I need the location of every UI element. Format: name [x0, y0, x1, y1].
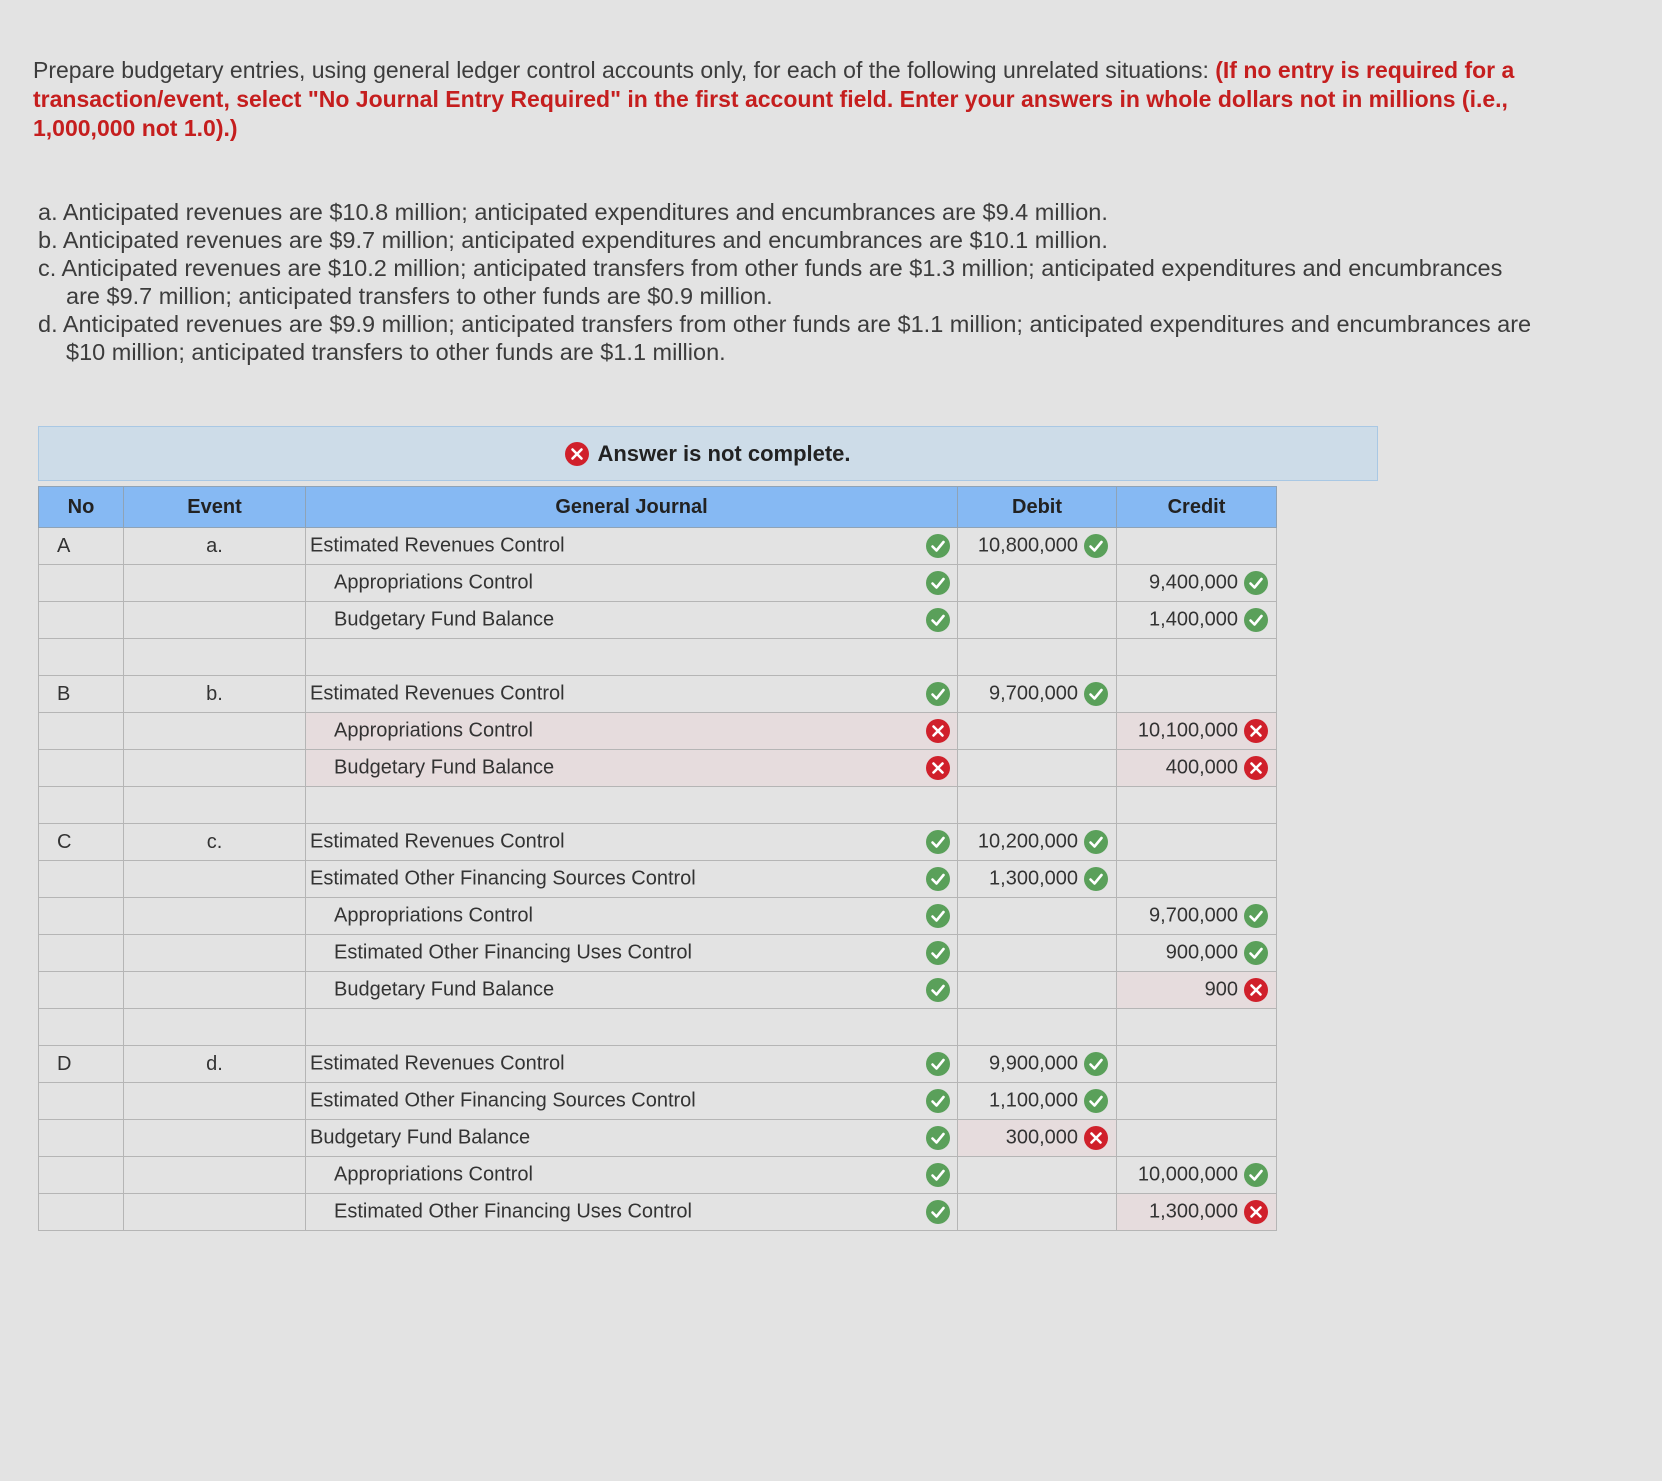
row-no: [39, 861, 124, 898]
row-event: [124, 861, 306, 898]
debit-input[interactable]: [958, 1120, 1117, 1157]
check-circle-icon: [926, 682, 950, 706]
account-name: Appropriations Control: [334, 571, 533, 594]
debit-input[interactable]: [958, 565, 1117, 602]
credit-input[interactable]: [1117, 713, 1277, 750]
row-event: [124, 639, 306, 676]
check-circle-icon: [1244, 904, 1268, 928]
check-circle-icon: [1244, 608, 1268, 632]
debit-input[interactable]: [958, 713, 1117, 750]
check-circle-icon: [926, 978, 950, 1002]
credit-input[interactable]: [1117, 1157, 1277, 1194]
debit-input[interactable]: [958, 898, 1117, 935]
x-circle-icon: [1244, 1200, 1268, 1224]
debit-input[interactable]: [958, 750, 1117, 787]
account-select[interactable]: [306, 565, 958, 602]
account-select[interactable]: [306, 824, 958, 861]
credit-input[interactable]: [1117, 565, 1277, 602]
debit-input[interactable]: [958, 639, 1117, 676]
table-row: [39, 1120, 1277, 1157]
credit-input[interactable]: [1117, 824, 1277, 861]
table-row: [39, 1157, 1277, 1194]
credit-input[interactable]: [1117, 639, 1277, 676]
row-no: [39, 787, 124, 824]
debit-value: 10,200,000: [977, 830, 1078, 853]
account-select[interactable]: [306, 972, 958, 1009]
account-name: Estimated Other Financing Uses Control: [334, 1200, 692, 1223]
situation-d: d. Anticipated revenues are $9.9 million; anticipated transfers from other funds are $1.1 million; anticipated expenditures and encumbrances are $10 million; anticipated transfers to other funds are $1.1 million.: [38, 311, 1532, 365]
account-select[interactable]: [306, 1194, 958, 1231]
account-name: Appropriations Control: [334, 719, 533, 742]
check-circle-icon: [926, 1200, 950, 1224]
account-select[interactable]: [306, 602, 958, 639]
table-row: [39, 528, 1277, 565]
debit-input[interactable]: [958, 528, 1117, 565]
row-event: [124, 1194, 306, 1231]
credit-value: 9,400,000: [1149, 571, 1238, 594]
credit-input[interactable]: [1117, 676, 1277, 713]
credit-input[interactable]: [1117, 787, 1277, 824]
table-row: [39, 639, 1277, 676]
check-circle-icon: [1084, 1052, 1108, 1076]
credit-value: 10,100,000: [1137, 719, 1238, 742]
table-row: [39, 1194, 1277, 1231]
row-no: [39, 1194, 124, 1231]
debit-input[interactable]: [958, 824, 1117, 861]
row-no: [39, 1083, 124, 1120]
answer-status-text: Answer is not complete.: [597, 440, 851, 466]
row-no: A: [39, 528, 124, 565]
account-select[interactable]: [306, 935, 958, 972]
check-circle-icon: [926, 941, 950, 965]
row-event: [124, 898, 306, 935]
row-no: [39, 898, 124, 935]
journal-body: [39, 528, 1277, 1231]
debit-value: 1,100,000: [989, 1089, 1078, 1112]
debit-value: 300,000: [1005, 1126, 1078, 1149]
credit-input[interactable]: [1117, 972, 1277, 1009]
check-circle-icon: [1084, 682, 1108, 706]
row-no: [39, 935, 124, 972]
debit-value: 10,800,000: [977, 534, 1078, 557]
row-no: [39, 1120, 124, 1157]
account-select[interactable]: [306, 1083, 958, 1120]
check-circle-icon: [926, 1052, 950, 1076]
account-select[interactable]: [306, 898, 958, 935]
row-event: b.: [124, 676, 306, 713]
account-select[interactable]: [306, 1157, 958, 1194]
row-no: [39, 639, 124, 676]
row-no: [39, 565, 124, 602]
row-no: C: [39, 824, 124, 861]
debit-value: 9,700,000: [989, 682, 1078, 705]
header-credit: Credit: [1117, 487, 1277, 528]
credit-input[interactable]: [1117, 898, 1277, 935]
account-select[interactable]: [306, 713, 958, 750]
row-event: [124, 602, 306, 639]
credit-input[interactable]: [1117, 861, 1277, 898]
check-circle-icon: [926, 1126, 950, 1150]
x-circle-icon: [926, 756, 950, 780]
header-event: Event: [124, 487, 306, 528]
row-event: c.: [124, 824, 306, 861]
credit-input[interactable]: [1117, 1046, 1277, 1083]
credit-value: 1,400,000: [1149, 608, 1238, 631]
row-event: [124, 935, 306, 972]
check-circle-icon: [926, 608, 950, 632]
row-event: [124, 1157, 306, 1194]
x-circle-icon: [1244, 719, 1268, 743]
check-circle-icon: [926, 867, 950, 891]
table-row: [39, 1083, 1277, 1120]
credit-value: 900,000: [1165, 941, 1238, 964]
row-no: [39, 972, 124, 1009]
header-no: No: [39, 487, 124, 528]
debit-value: 9,900,000: [989, 1052, 1078, 1075]
debit-input[interactable]: [958, 787, 1117, 824]
credit-value: 400,000: [1165, 756, 1238, 779]
instructions: [33, 56, 1533, 143]
credit-input[interactable]: [1117, 528, 1277, 565]
debit-input[interactable]: [958, 1194, 1117, 1231]
table-row: [39, 713, 1277, 750]
debit-input[interactable]: [958, 602, 1117, 639]
account-name: Estimated Other Financing Sources Control: [310, 867, 696, 890]
credit-input[interactable]: [1117, 1083, 1277, 1120]
table-row: [39, 824, 1277, 861]
account-name: Estimated Revenues Control: [310, 830, 565, 853]
row-no: [39, 713, 124, 750]
account-select[interactable]: [306, 528, 958, 565]
x-circle-icon: [1244, 756, 1268, 780]
debit-input[interactable]: [958, 1083, 1117, 1120]
table-row: [39, 935, 1277, 972]
row-no: [39, 602, 124, 639]
x-circle-icon: [926, 719, 950, 743]
account-name: Estimated Revenues Control: [310, 682, 565, 705]
debit-input[interactable]: [958, 972, 1117, 1009]
account-select[interactable]: [306, 787, 958, 824]
row-event: [124, 565, 306, 602]
account-name: Estimated Revenues Control: [310, 1052, 565, 1075]
row-event: [124, 1120, 306, 1157]
account-select[interactable]: [306, 1009, 958, 1046]
row-event: [124, 972, 306, 1009]
account-select[interactable]: [306, 1120, 958, 1157]
row-event: d.: [124, 1046, 306, 1083]
credit-value: 9,700,000: [1149, 904, 1238, 927]
table-row: [39, 1009, 1277, 1046]
credit-input[interactable]: [1117, 750, 1277, 787]
header-general-journal: General Journal: [306, 487, 958, 528]
table-row: [39, 861, 1277, 898]
debit-input[interactable]: [958, 1046, 1117, 1083]
check-circle-icon: [1084, 534, 1108, 558]
credit-value: 1,300,000: [1149, 1200, 1238, 1223]
debit-input[interactable]: [958, 676, 1117, 713]
row-no: [39, 1009, 124, 1046]
instructions-text: Prepare budgetary entries, using general ledger control accounts only, for each of the following unrelated situations:: [33, 57, 1216, 83]
account-name: Estimated Other Financing Sources Control: [310, 1089, 696, 1112]
account-select[interactable]: [306, 1046, 958, 1083]
table-row: [39, 972, 1277, 1009]
situation-b: b. Anticipated revenues are $9.7 million; anticipated expenditures and encumbrances are $10.1 million.: [38, 227, 1108, 253]
debit-input[interactable]: [958, 861, 1117, 898]
header-debit: Debit: [958, 487, 1117, 528]
account-name: Budgetary Fund Balance: [334, 978, 555, 1001]
credit-input[interactable]: [1117, 1120, 1277, 1157]
credit-value: 900: [1204, 978, 1238, 1001]
debit-input[interactable]: [958, 1009, 1117, 1046]
credit-value: 10,000,000: [1137, 1163, 1238, 1186]
account-name: Estimated Other Financing Uses Control: [334, 941, 692, 964]
x-circle-icon: [1084, 1126, 1108, 1150]
situation-a: a. Anticipated revenues are $10.8 million; anticipated expenditures and encumbrances are $9.4 million.: [38, 199, 1108, 225]
table-row: [39, 565, 1277, 602]
check-circle-icon: [1084, 1089, 1108, 1113]
account-select[interactable]: [306, 639, 958, 676]
check-circle-icon: [926, 1163, 950, 1187]
row-event: a.: [124, 528, 306, 565]
table-header-row: [39, 487, 1277, 528]
account-select[interactable]: [306, 676, 958, 713]
check-circle-icon: [926, 571, 950, 595]
credit-input[interactable]: [1117, 935, 1277, 972]
row-no: D: [39, 1046, 124, 1083]
debit-input[interactable]: [958, 935, 1117, 972]
situation-c: c. Anticipated revenues are $10.2 million; anticipated transfers from other funds are $1.3 million; anticipated expenditures and encumbrances are $9.7 million; anticipated transfers to other funds are $0.9 million.: [38, 255, 1503, 309]
check-circle-icon: [926, 534, 950, 558]
account-select[interactable]: [306, 861, 958, 898]
check-circle-icon: [926, 830, 950, 854]
debit-value: 1,300,000: [989, 867, 1078, 890]
check-circle-icon: [1244, 571, 1268, 595]
credit-input[interactable]: [1117, 1009, 1277, 1046]
account-name: Budgetary Fund Balance: [334, 756, 555, 779]
table-row: [39, 602, 1277, 639]
debit-input[interactable]: [958, 1157, 1117, 1194]
table-row: [39, 1046, 1277, 1083]
account-name: Budgetary Fund Balance: [334, 608, 555, 631]
instructions-emphasis: (If no entry is required for a transaction/event, select "No Journal Entry Required" in the first account field. Enter your answers in whole dollars not in millions (i.e., 1,000,000 not 1.0).): [33, 57, 1515, 141]
check-circle-icon: [1244, 941, 1268, 965]
general-journal-table: [38, 486, 1277, 1231]
account-select[interactable]: [306, 750, 958, 787]
row-event: [124, 1009, 306, 1046]
check-circle-icon: [926, 1089, 950, 1113]
row-event: [124, 787, 306, 824]
row-event: [124, 1083, 306, 1120]
account-name: Budgetary Fund Balance: [310, 1126, 531, 1149]
check-circle-icon: [926, 904, 950, 928]
account-name: Appropriations Control: [334, 904, 533, 927]
table-row: [39, 787, 1277, 824]
row-no: B: [39, 676, 124, 713]
account-name: Appropriations Control: [334, 1163, 533, 1186]
row-no: [39, 750, 124, 787]
table-row: [39, 676, 1277, 713]
table-row: [39, 750, 1277, 787]
credit-input[interactable]: [1117, 1194, 1277, 1231]
table-row: [39, 898, 1277, 935]
check-circle-icon: [1084, 867, 1108, 891]
account-name: Estimated Revenues Control: [310, 534, 565, 557]
row-event: [124, 713, 306, 750]
check-circle-icon: [1244, 1163, 1268, 1187]
credit-input[interactable]: [1117, 602, 1277, 639]
row-event: [124, 750, 306, 787]
row-no: [39, 1157, 124, 1194]
x-circle-icon: [565, 442, 589, 466]
check-circle-icon: [1084, 830, 1108, 854]
x-circle-icon: [1244, 978, 1268, 1002]
answer-status-banner: [38, 426, 1378, 481]
situations-list: [38, 198, 1538, 366]
